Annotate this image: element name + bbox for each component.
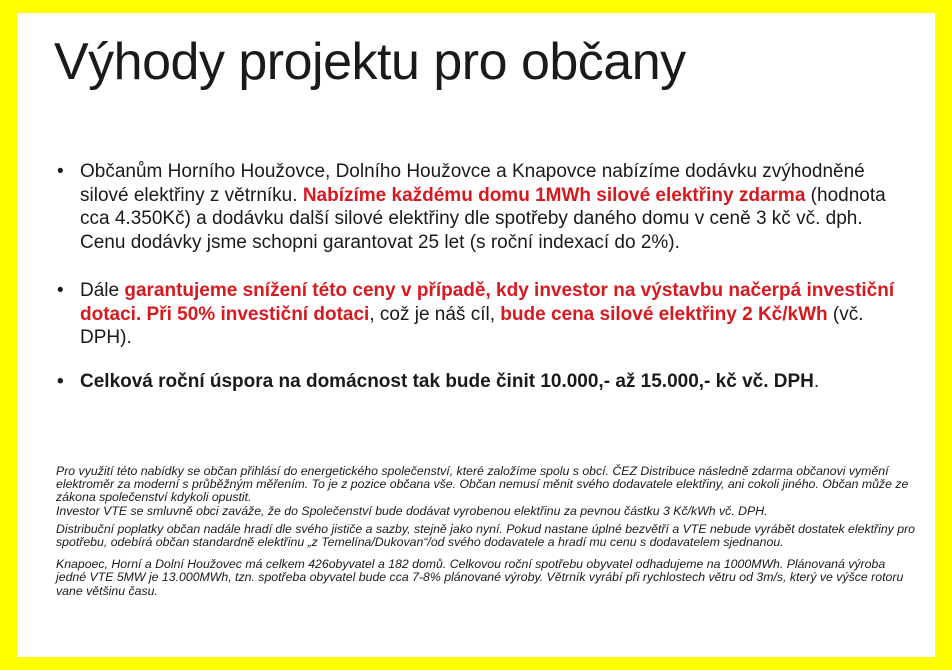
bullet-text: , což je náš cíl, xyxy=(369,303,501,325)
slide-title: Výhody projektu pro občany xyxy=(54,33,686,91)
slide xyxy=(17,13,935,657)
bullet-highlight: Nabízíme každému domu 1MWh silové elektřiny zdarma xyxy=(302,184,806,206)
footnote-paragraph: Investor VTE se smluvně obci zaváže, že do Společenství bude dodávat vyrobenou elektřinu za pevnou částku 3 Kč/kWh vč. DPH. xyxy=(56,503,768,518)
bullet-highlight: Celková roční úspora na domácnost tak bude činit 10.000,- až 15.000,- kč vč. DPH xyxy=(80,370,814,392)
bullet-highlight: garantujeme snížení této ceny v případě, kdy investor na výstavbu načerpá investiční dotaci. Při 50% investiční dotaci xyxy=(80,280,895,325)
bullet-text: (vč. DPH). xyxy=(80,303,864,348)
bullet-list xyxy=(54,160,904,393)
bullet-item-savings xyxy=(54,370,904,394)
footnote-paragraph: Knapoec, Horní a Dolní Houžovec má celkem 426obyvatel a 182 domů. Celkovou roční spotřebu obyvatel odhadujeme na 1000MWh. Plánovaná výroba jedné VTE 5MW je 13.000MWh, tzn. spotřeba obyvatel bude cca 7-8% plánované výroby. Větrník vyrábí při rychlostech větru od 3m/s, který ve výšce rotoru vane většinu času. xyxy=(56,557,904,598)
bullet-marker: • xyxy=(57,161,64,182)
bullet-text: Dále xyxy=(80,280,125,301)
bullet-highlight: bude cena silové elektřiny 2 Kč/kWh xyxy=(500,303,828,325)
footnote-paragraph: Distribuční poplatky občan nadále hradí dle svého jističe a sazby, stejně jako nyní. Pokud nastane úplné bezvětří a VTE nebude vyrábět dostatek elektřiny pro spotřebu, odebírá občan standardně elektřinu „z Temelína/Dukovan“/od svého dodavatele a hradí mu cenu s dodavatelem sjednanou. xyxy=(56,521,916,550)
footnotes xyxy=(56,465,916,598)
bullet-text: (hodnota cca 4.350Kč) a dodávku další silové elektřiny dle spotřeby daného domu v ceně 3 kč vč. dph. Cenu dodávky jsme schopni garantovat 25 let (s roční indexací do 2%). xyxy=(80,184,886,253)
bullet-marker: • xyxy=(57,280,64,301)
bullet-text: Občanům Horního Houžovce, Dolního Houžovce a Knapovce nabízíme dodávku zvýhodněné silové elektřiny z větrníku. xyxy=(80,161,865,206)
footnote-paragraph: Pro využití této nabídky se občan přihlásí do energetického společenství, které založíme spolu s obcí. ČEZ Distribuce následně zdarma občanovi vymění elektroměr za moderní s průběžným měřením. To je z pozice občana vše. Občan nemusí měnit svého dodavatele elektřiny, ani cokoli jiného. Občan může ze zákona společenství kdykoli opustit. xyxy=(56,464,909,505)
bullet-text: . xyxy=(813,370,820,392)
bullet-item-guarantee xyxy=(54,279,904,350)
bullet-marker: • xyxy=(57,370,64,392)
bullet-item-offer xyxy=(54,160,904,254)
